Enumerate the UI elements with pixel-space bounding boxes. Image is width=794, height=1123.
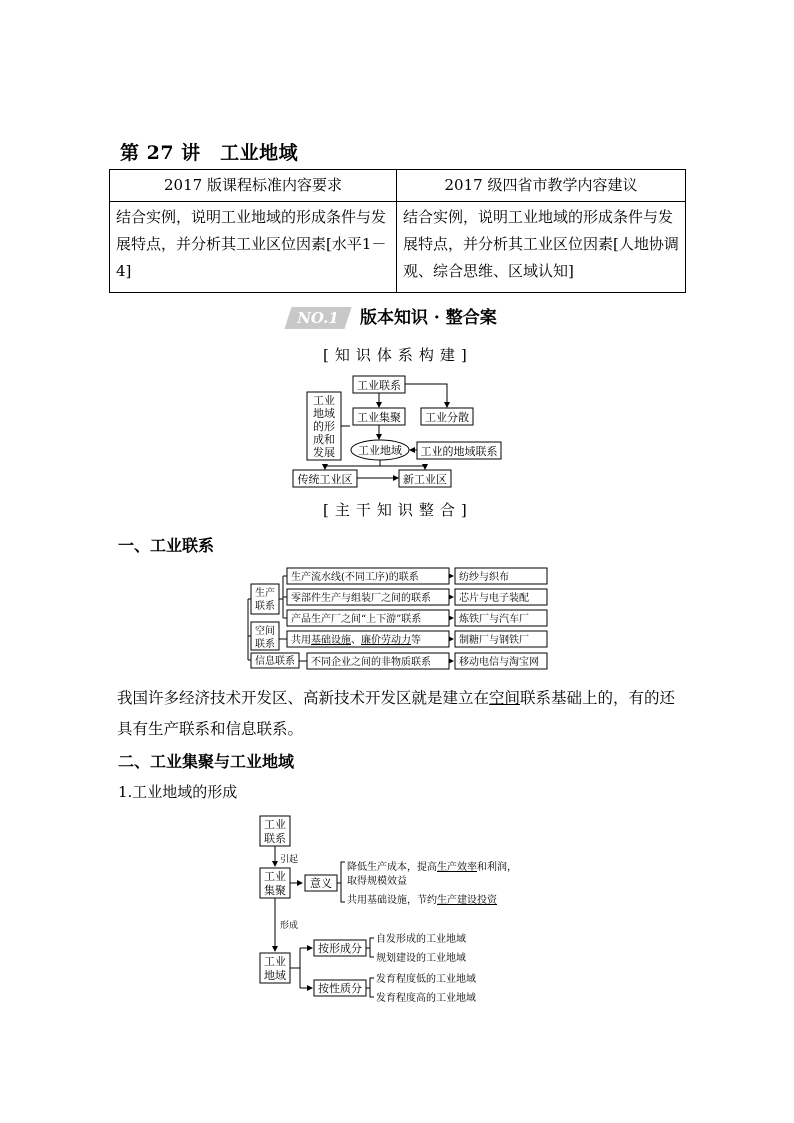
svg-text:新工业区: 新工业区 (403, 473, 447, 486)
linkage-example: 芯片与电子装配 (459, 593, 529, 604)
side-label-line: 发展 (313, 446, 335, 459)
svg-text:生产: 生产 (255, 588, 275, 599)
svg-text:联系: 联系 (255, 639, 275, 650)
by-form-item: 自发形成的工业地域 (376, 934, 466, 945)
linkage-desc: 产品生产厂之间“上下游”联系 (291, 614, 422, 625)
side-label-line: 的形 (313, 420, 335, 433)
svg-text:联系: 联系 (255, 601, 275, 612)
by-nature-item: 发育程度高的工业地域 (376, 993, 476, 1004)
svg-text:工业: 工业 (264, 818, 286, 831)
side-label-line: 工业 (313, 394, 335, 407)
svg-text:工业: 工业 (264, 870, 286, 883)
table-cell: 结合实例，说明工业地域的形成条件与发展特点，并分析其工业区位因素[水平1－4] (110, 202, 397, 293)
svg-text:工业分散: 工业分散 (425, 411, 469, 424)
linkage-example: 炼铁厂与汽车厂 (459, 614, 529, 625)
table-cell: 结合实例，说明工业地域的形成条件与发展特点，并分析其工业区位因素[人地协调观、综合思维、区域认知] (397, 202, 686, 293)
svg-text:意义: 意义 (310, 877, 332, 890)
svg-text:工业: 工业 (264, 955, 286, 968)
lesson-title: 第 27 讲 工业地域 (120, 142, 299, 164)
linkage-example: 纺纱与织布 (459, 572, 509, 583)
svg-text:信息联系: 信息联系 (255, 656, 295, 667)
knowledge-system-diagram (280, 370, 520, 490)
cause-label: 引起 (280, 855, 299, 865)
linkage-desc: 生产流水线(不同工序)的联系 (291, 572, 419, 583)
part2-heading: 二、工业集聚与工业地域 (118, 752, 295, 771)
side-label-line: 成和 (313, 433, 335, 446)
linkage-desc: 零部件生产与组装厂之间的联系 (291, 593, 431, 604)
section-title: 版本知识 · 整合案 (360, 308, 497, 328)
part1-heading: 一、工业联系 (118, 536, 215, 555)
svg-text:联系: 联系 (264, 832, 286, 845)
svg-text:空间: 空间 (255, 626, 275, 637)
section-badge: NO.1 (284, 307, 351, 329)
linkage-example: 制糖厂与钢铁厂 (459, 635, 529, 646)
industrial-linkage-diagram (245, 564, 555, 672)
main-knowledge-heading: [主干知识整合] (323, 501, 473, 519)
svg-text:传统工业区: 传统工业区 (297, 473, 353, 486)
svg-text:工业的地域联系: 工业的地域联系 (420, 445, 498, 458)
part1-paragraph: 我国许多经济技术开发区、高新技术开发区就是建立在空间联系基础上的，有的还具有生产联系和信息联系。 (117, 689, 676, 738)
significance-item: 共用基础设施，节约生产建设投资 (347, 895, 497, 906)
svg-text:按性质分: 按性质分 (318, 982, 362, 995)
significance-item: 降低生产成本，提高生产效率和利润， (347, 862, 517, 873)
by-nature-item: 发育程度低的工业地域 (376, 974, 476, 985)
svg-text:集聚: 集聚 (264, 884, 286, 897)
table-header: 2017 版课程标准内容要求 (110, 170, 397, 202)
form-label: 形成 (280, 921, 299, 931)
svg-text:工业集聚: 工业集聚 (357, 411, 401, 424)
linkage-desc: 不同企业之间的非物质联系 (311, 657, 431, 668)
part2-subheading: 1.工业地域的形成 (118, 783, 238, 801)
side-label-line: 地域 (313, 407, 335, 420)
linkage-example: 移动电信与淘宝网 (459, 657, 539, 668)
formation-diagram (250, 812, 550, 1010)
svg-text:按形成分: 按形成分 (318, 942, 362, 955)
significance-item: 取得规模效益 (347, 876, 407, 887)
svg-text:地域: 地域 (264, 969, 286, 982)
table-header: 2017 级四省市教学内容建议 (397, 170, 686, 202)
svg-text:工业联系: 工业联系 (357, 379, 401, 392)
requirements-table (109, 169, 686, 293)
by-form-item: 规划建设的工业地域 (376, 953, 466, 964)
linkage-desc: 共用基础设施、廉价劳动力等 (291, 635, 421, 646)
knowledge-system-heading: [知识体系构建] (323, 346, 473, 364)
svg-text:工业地域: 工业地域 (358, 444, 402, 457)
